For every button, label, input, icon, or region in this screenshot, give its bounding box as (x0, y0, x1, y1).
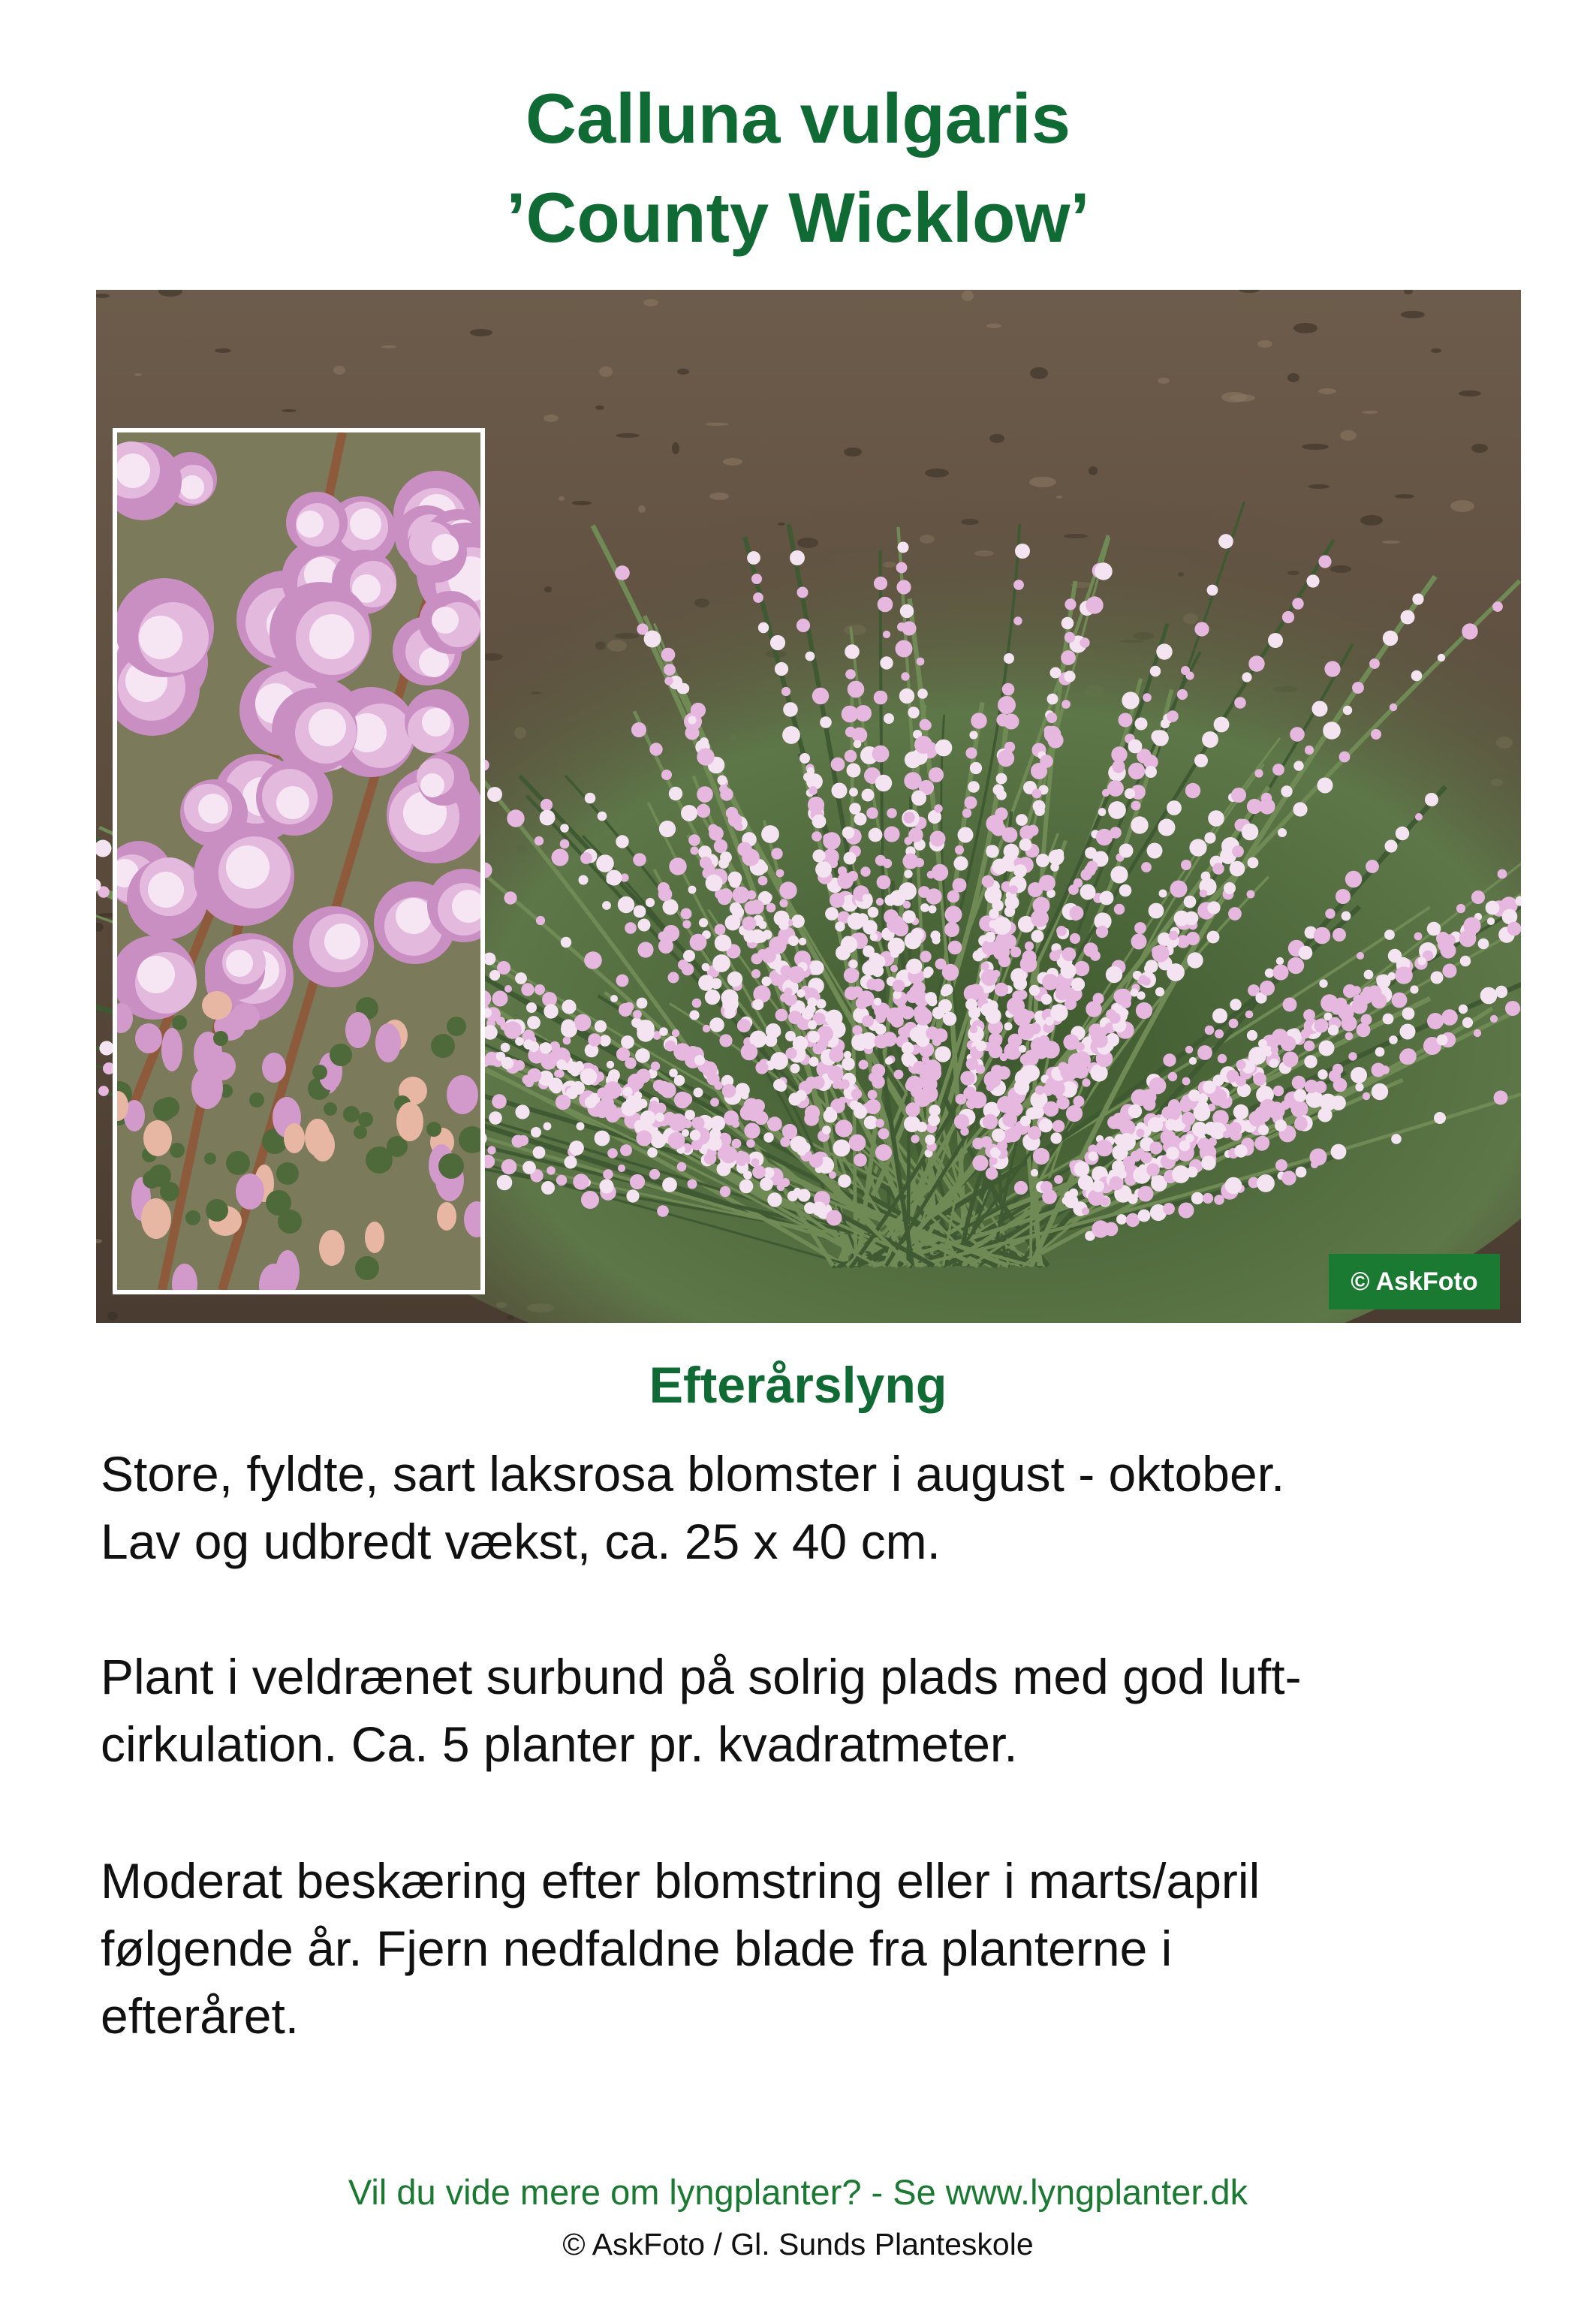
flower-closeup-inset (113, 428, 485, 1294)
text-line: Store, fyldte, sart laksrosa blomster i august - oktober. (101, 1446, 1285, 1502)
footer-copyright: © AskFoto / Gl. Sunds Planteskole (562, 2227, 1034, 2261)
text-line: Plant i veldrænet surbund på solrig plads med god luft- (101, 1649, 1302, 1704)
common-name-heading: Efterårslyng (649, 1357, 947, 1414)
species-title: Calluna vulgaris (525, 79, 1071, 158)
cultivar-title: ’County Wicklow’ (506, 178, 1090, 257)
planting-paragraph (101, 1643, 1527, 1778)
pruning-paragraph (101, 1847, 1527, 2050)
text-line: Moderat beskæring efter blomstring eller i marts/april (101, 1853, 1260, 1909)
text-line: efteråret. (101, 1988, 300, 2044)
description-paragraph (101, 1440, 1527, 1575)
photo-credit-badge: © AskFoto (1329, 1254, 1500, 1309)
text-line: cirkulation. Ca. 5 planter pr. kvadratmeter. (101, 1716, 1018, 1772)
footer-website-link[interactable]: Vil du vide mere om lyngplanter? - Se www.lyngplanter.dk (348, 2172, 1248, 2212)
text-line: Lav og udbredt vækst, ca. 25 x 40 cm. (101, 1514, 941, 1569)
text-line: følgende år. Fjern nedfaldne blade fra planterne i (101, 1921, 1173, 1976)
